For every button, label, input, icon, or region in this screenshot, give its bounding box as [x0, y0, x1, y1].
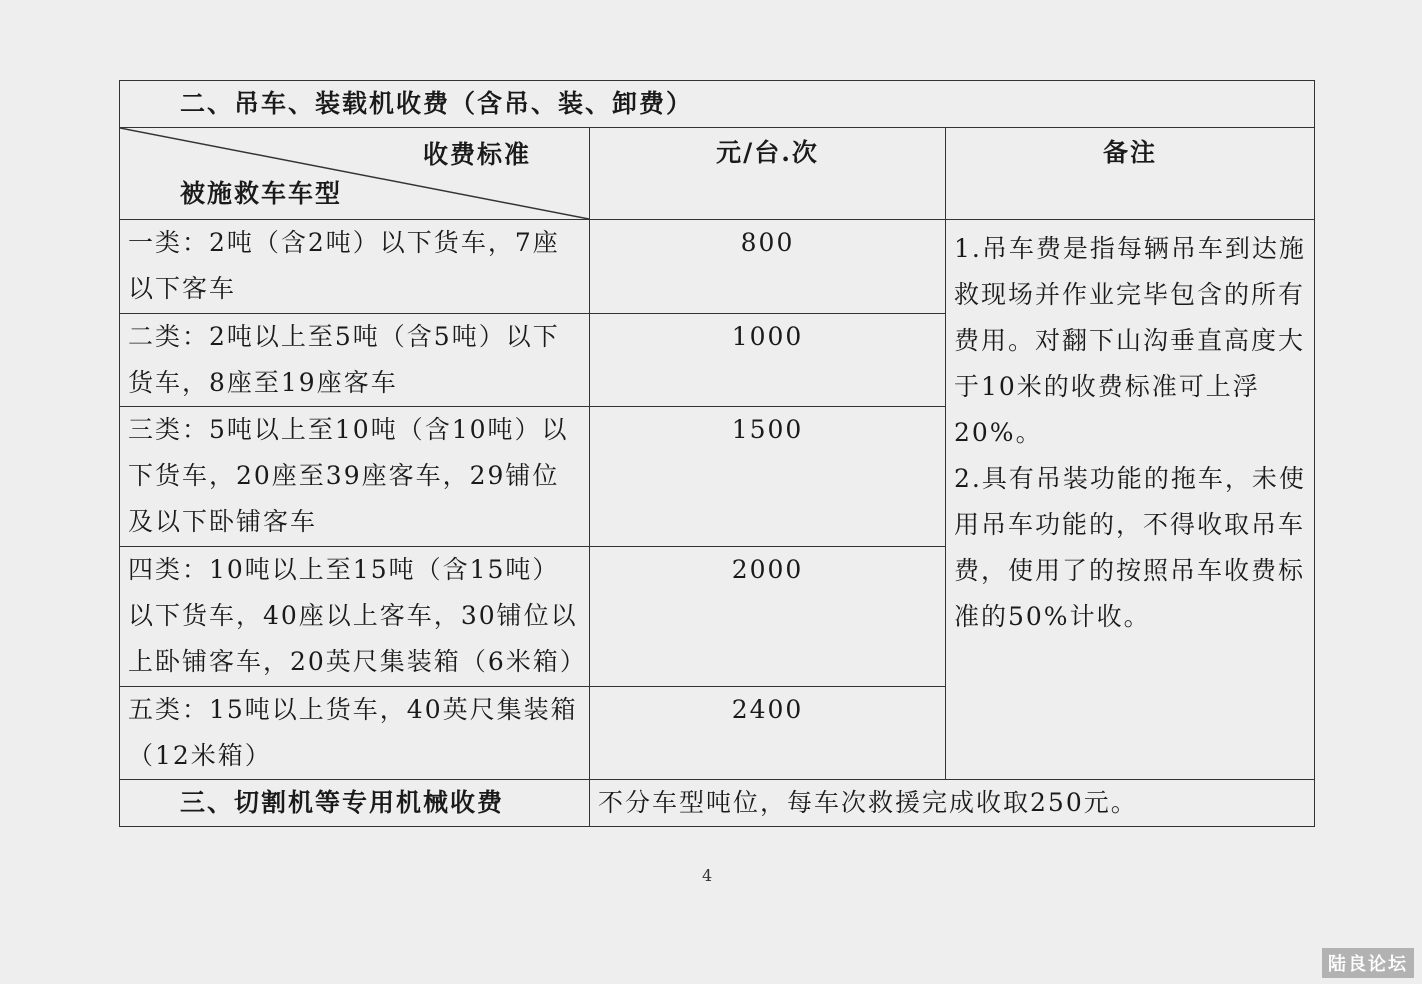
page-number: 4 — [702, 866, 713, 885]
note-1: 1.吊车费是指每辆吊车到达施救现场并作业完毕包含的所有费用。对翻下山沟垂直高度大于10米的收费标准可上浮20%。 — [954, 234, 1306, 447]
fee-standard-label: 收费标准 — [422, 140, 531, 169]
notes-cell — [946, 220, 1315, 780]
vehicle-class-5: 五类：15吨以上货车，40英尺集装箱（12米箱） — [120, 687, 590, 780]
forum-watermark: 陆良论坛 — [1322, 948, 1414, 978]
note-2: 2.具有吊装功能的拖车，未使用吊车功能的，不得收取吊车费，使用了的按照吊车收费标准的50%计收。 — [954, 464, 1306, 631]
price-class-5: 2400 — [590, 687, 946, 780]
diagonal-header-cell — [120, 128, 590, 220]
vehicle-class-2: 二类：2吨以上至5吨（含5吨）以下货车，8座至19座客车 — [120, 314, 590, 407]
price-class-1: 800 — [590, 220, 946, 314]
price-class-4: 2000 — [590, 547, 946, 687]
vehicle-class-3: 三类：5吨以上至10吨（含10吨）以下货车，20座至39座客车，29铺位及以下卧铺客车 — [120, 407, 590, 547]
vehicle-class-4: 四类：10吨以上至15吨（含15吨）以下货车，40座以上客车，30铺位以上卧铺客车，20英尺集装箱（6米箱） — [120, 547, 590, 687]
section3-title: 三、切割机等专用机械收费 — [120, 780, 590, 827]
fee-table — [119, 80, 1315, 827]
note-column-header: 备注 — [946, 128, 1315, 220]
price-class-2: 1000 — [590, 314, 946, 407]
price-column-header: 元/台.次 — [590, 128, 946, 220]
vehicle-class-1: 一类：2吨（含2吨）以下货车，7座以下客车 — [120, 220, 590, 314]
section2-title: 二、吊车、装载机收费（含吊、装、卸费） — [120, 81, 1315, 128]
vehicle-type-label: 被施救车车型 — [180, 179, 343, 208]
price-class-3: 1500 — [590, 407, 946, 547]
section3-content: 不分车型吨位，每车次救援完成收取250元。 — [590, 780, 1315, 827]
